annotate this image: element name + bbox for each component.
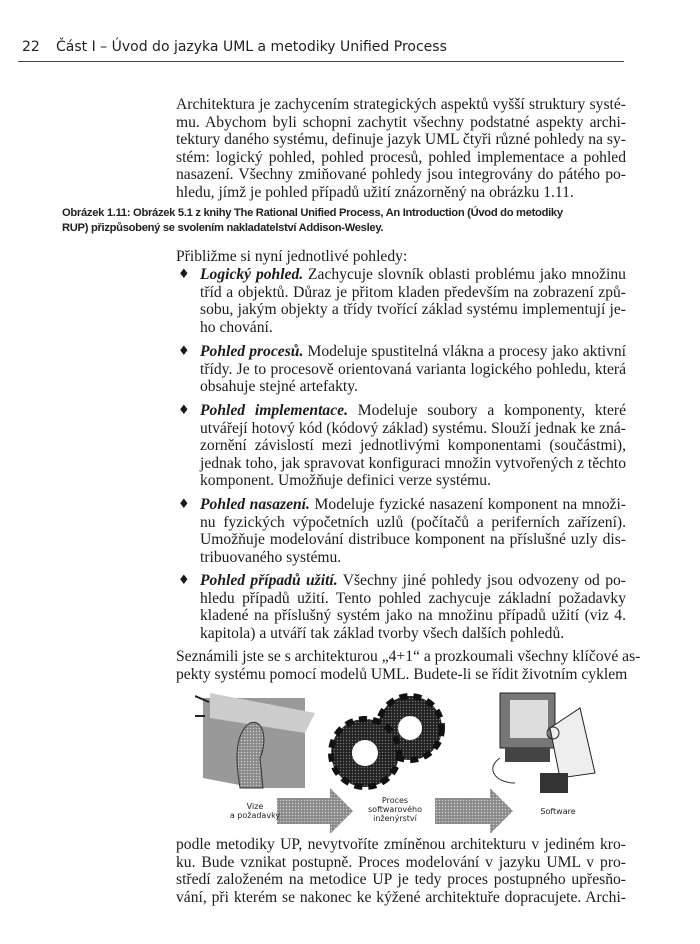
text-line: zornění závislostí mezi jednotlivými komponentami (součástmi), — [200, 437, 626, 455]
text-line: Přibližme si nyní jednotlivé pohledy: — [176, 248, 408, 265]
text-line: Modeluje soubory a komponenty, které — [347, 402, 626, 419]
figure-label-process — [360, 796, 430, 823]
label-line: Vize — [246, 802, 264, 811]
text-line: pekty systému pomocí modelů UML. Budete-li se řídit životním cyklem — [176, 665, 628, 683]
text-line: obsahuje stejné artefakty. — [200, 378, 358, 396]
bullet-process-view — [200, 343, 626, 396]
text-line: Všechny jiné pohledy jsou odvozeny od po- — [337, 572, 626, 589]
text-line: mu. Abychom byli schopni zachytit všechny podstatné aspekty archi- — [176, 113, 626, 131]
text-line: kapitola) a utváří tak základ tvorby všech dalších pohledů. — [200, 624, 565, 642]
text-line: ho chování. — [200, 318, 273, 336]
label-line: inženýrství — [373, 814, 417, 823]
bullet-use-case-view — [200, 572, 626, 642]
text-line: hledu případů užití. Tento pohled zachycuje základní požadavky — [200, 589, 626, 607]
diamond-bullet-icon: ♦ — [178, 267, 190, 282]
bullet-implementation-view — [200, 402, 626, 490]
text-line: tektury daného systému, definuje jazyk UML čtyři různé pohledy na sy- — [176, 131, 626, 149]
text-line: třídy. Je to procesově orientovaná varianta logického pohledu, která — [200, 360, 626, 378]
bullet-term: Pohled případů užití. — [200, 572, 338, 589]
header-rule — [18, 61, 624, 62]
diamond-bullet-icon: ♦ — [178, 403, 190, 418]
caption-line: RUP) přizpůsobený se svolením nakladatelství Addison-Wesley. — [62, 222, 384, 234]
intro-line — [176, 248, 626, 266]
text-line: tříd a objektů. Důraz je přitom kladen především na zobrazení způ- — [200, 283, 626, 301]
text-line: Zachycuje slovník oblasti problému jako množinu — [303, 266, 626, 283]
label-line: a požadavky — [229, 811, 281, 820]
running-header-title: Část I – Úvod do jazyka UML a metodiky Unified Process — [56, 39, 447, 55]
text-line: hledu, jímž je pohled případů užití znázorněný na obrázku 1.11. — [176, 183, 574, 201]
paragraph-architecture — [176, 96, 626, 202]
text-line: Modeluje spustitelná vlákna a procesy jako aktivní — [303, 343, 626, 360]
bullet-term: Logický pohled. — [200, 266, 304, 283]
text-line: tribuovaného systému. — [200, 548, 342, 566]
diamond-bullet-icon: ♦ — [178, 497, 190, 512]
text-line: sobu, jakým objekty a třídy tvořící základ systému implementují je- — [200, 301, 626, 319]
caption-line: Obrázek 1.11: Obrázek 5.1 z knihy The Rational Unified Process, An Introduction (Úvod do metodiky — [62, 207, 563, 219]
text-line: komponent. Umožňuje definici verze systému. — [200, 472, 492, 490]
computer-software-icon — [493, 693, 595, 793]
bullet-term: Pohled procesů. — [200, 343, 304, 360]
vision-hand-icon — [195, 693, 315, 788]
text-line: nasazení. Všechny zmiňované pohledy jsou integrovány do pátého po- — [176, 166, 626, 184]
text-line: Modeluje fyzické nasazení komponent na množi- — [309, 496, 627, 513]
text-line: nu fyzických výpočetních uzlů (počítačů a periferních zařízení). — [200, 513, 626, 531]
figure-label-software: Software — [540, 807, 576, 816]
text-line: utvářejí hotový kód (kódový základ) systému. Slouží jednak ke zná- — [200, 419, 626, 437]
text-line: podle metodiky UP, nevytvoříte zmíněnou architekturu v jediném kro- — [176, 836, 626, 853]
text-line: Umožňuje modelování distribuce komponent na příslušné uzly dis- — [200, 531, 626, 549]
bullet-logical-view — [200, 266, 626, 336]
text-line: vání, při kterém se nakonec ke kýžené architektuře dopracujete. Archi- — [176, 888, 626, 906]
bullet-term: Pohled implementace. — [200, 402, 348, 419]
figure-caption — [62, 206, 563, 236]
page-number: 22 — [22, 39, 40, 55]
label-line: softwarového — [368, 805, 422, 814]
text-line: ku. Bude vznikat postupně. Proces modelování v jazyku UML v pro- — [176, 853, 626, 871]
paragraph-4plus1 — [176, 648, 641, 683]
text-line: kladené na příslušný systém jako na množinu případů užití (viz 4. — [200, 607, 626, 625]
bullet-term: Pohled nasazení. — [200, 496, 310, 513]
label-line: Proces — [381, 796, 409, 805]
gears-icon — [331, 696, 442, 787]
paragraph-up-methodology — [176, 836, 626, 906]
text-line: Seznámili jste se s architekturou „4+1“ a prozkoumali všechny klíčové as- — [176, 648, 641, 665]
diamond-bullet-icon: ♦ — [178, 344, 190, 359]
bullet-deployment-view — [200, 496, 626, 566]
text-line: stém: logický pohled, pohled procesů, pohled implementace a pohled — [176, 148, 626, 166]
text-line: jednak toho, jak spravovat konfiguraci množin vytvořených z těchto — [200, 454, 626, 472]
figure-label-vision — [225, 802, 285, 820]
diamond-bullet-icon: ♦ — [178, 573, 190, 588]
text-line: středí založeném na metodice UP je tedy proces postupného upřesňo- — [176, 871, 626, 889]
text-line: Architektura je zachycením strategických aspektů vyšší struktury systé- — [176, 96, 626, 113]
